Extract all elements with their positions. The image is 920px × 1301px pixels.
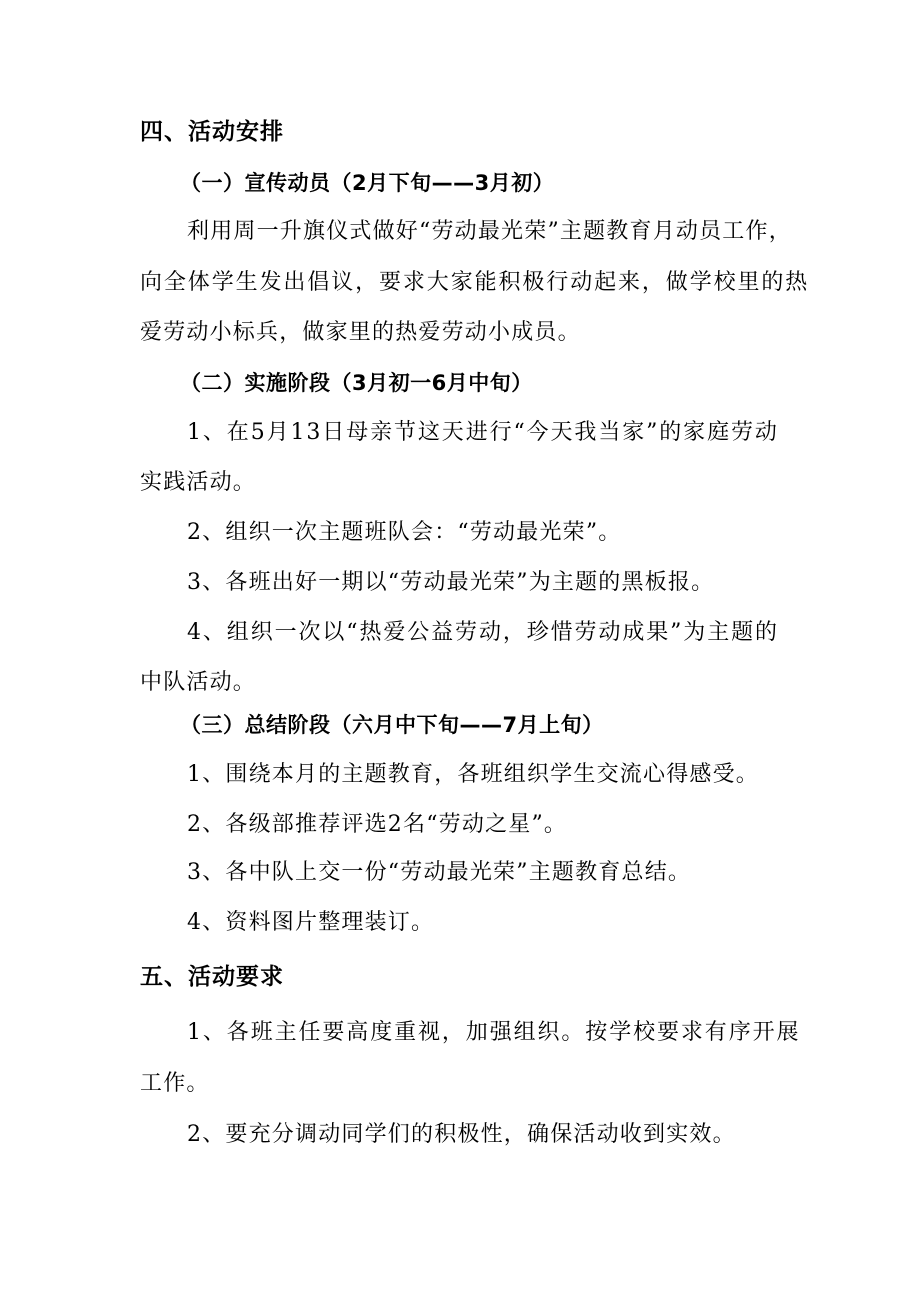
phase-3-heading: （三）总结阶段（六月中下旬——7月上旬）	[180, 713, 604, 737]
phase-2-item-4-cont: 中队活动。	[140, 670, 257, 695]
phase-2-item-2: 2、组织一次主题班队会：“劳动最光荣”。	[187, 520, 622, 545]
phase-3-item-4: 4、资料图片整理装订。	[187, 910, 435, 935]
phase-3-item-1: 1、围绕本月的主题教育，各班组织学生交流心得感受。	[187, 762, 759, 787]
section-5-item-1: 1、各班主任要高度重视，加强组织。按学校要求有序开展	[187, 1020, 801, 1045]
phase-1-heading: （一）宣传动员（2月下旬——3月初）	[180, 171, 555, 195]
phase-2-item-3: 3、各班出好一期以“劳动最光荣”为主题的黑板报。	[187, 570, 715, 595]
phase-2-item-1-cont: 实践活动。	[140, 470, 257, 495]
phase-2-heading: （二）实施阶段（3月初一6月中旬）	[180, 371, 533, 395]
phase-2-item-4: 4、组织一次以“热爱公益劳动，珍惜劳动成果”为主题的	[187, 620, 779, 645]
section-4-heading: 四、活动安排	[140, 119, 284, 145]
phase-1-line-3: 爱劳动小标兵，做家里的热爱劳动小成员。	[140, 320, 581, 345]
section-5-item-2: 2、要充分调动同学们的积极性，确保活动收到实效。	[187, 1122, 736, 1147]
phase-1-line-1: 利用周一升旗仪式做好“劳动最光荣”主题教育月动员工作，	[187, 219, 792, 244]
phase-3-item-2: 2、各级部推荐评选2名“劳动之星”。	[187, 812, 568, 837]
section-5-heading: 五、活动要求	[140, 964, 284, 990]
phase-1-line-2: 向全体学生发出倡议，要求大家能积极行动起来，做学校里的热	[140, 270, 810, 295]
phase-3-item-3: 3、各中队上交一份“劳动最光荣”主题教育总结。	[187, 860, 692, 885]
phase-2-item-1: 1、在5月13日母亲节这天进行“今天我当家”的家庭劳动	[187, 420, 779, 445]
section-5-item-1-cont: 工作。	[140, 1071, 210, 1096]
